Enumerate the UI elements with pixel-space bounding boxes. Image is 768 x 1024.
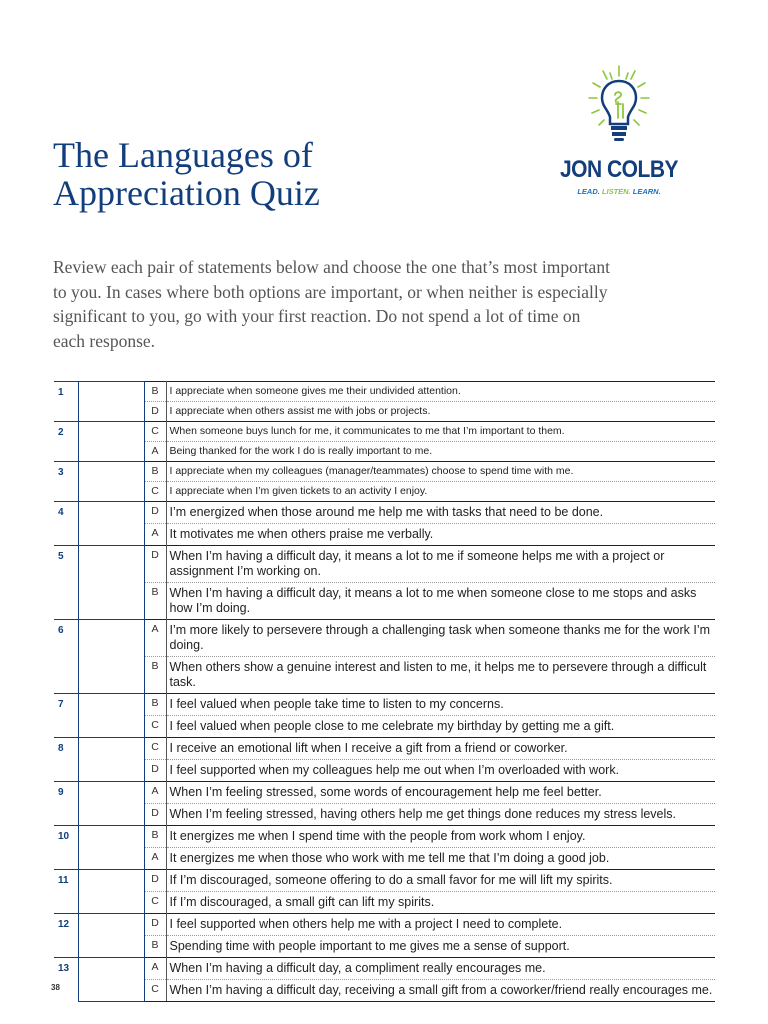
statement-text: When others show a genuine interest and listen to me, it helps me to persevere through a difficult task. (166, 657, 715, 694)
question-number: 11 (54, 870, 78, 914)
statement-text: When someone buys lunch for me, it communicates to me that I’m important to them. (166, 422, 715, 442)
statement-text: I feel supported when others help me with a project I need to complete. (166, 914, 715, 936)
option-letter: A (144, 848, 166, 870)
option-letter: C (144, 482, 166, 502)
statement-text: Being thanked for the work I do is really important to me. (166, 442, 715, 462)
question-number: 12 (54, 914, 78, 958)
option-letter: B (144, 382, 166, 402)
option-letter: B (144, 657, 166, 694)
quiz-row (54, 694, 715, 716)
quiz-row (54, 804, 715, 826)
answer-box[interactable] (78, 546, 144, 620)
question-number: 7 (54, 694, 78, 738)
statement-text: It motivates me when others praise me verbally. (166, 524, 715, 546)
quiz-row (54, 382, 715, 402)
quiz-row (54, 892, 715, 914)
lightbulb-icon (588, 64, 650, 158)
statement-text: I appreciate when others assist me with jobs or projects. (166, 402, 715, 422)
statement-text: I feel valued when people take time to listen to my concerns. (166, 694, 715, 716)
option-letter: B (144, 694, 166, 716)
statement-text: When I’m having a difficult day, receiving a small gift from a coworker/friend really encourages me. (166, 980, 715, 1002)
answer-box[interactable] (78, 958, 144, 1002)
statement-text: I feel valued when people close to me celebrate my birthday by getting me a gift. (166, 716, 715, 738)
option-letter: D (144, 546, 166, 583)
page-title (53, 136, 320, 212)
quiz-row (54, 502, 715, 524)
option-letter: A (144, 524, 166, 546)
option-letter: A (144, 442, 166, 462)
quiz-row (54, 870, 715, 892)
question-number: 1 (54, 382, 78, 422)
quiz-row (54, 482, 715, 502)
statement-text: When I’m having a difficult day, a compliment really encourages me. (166, 958, 715, 980)
question-number: 5 (54, 546, 78, 620)
quiz-row (54, 914, 715, 936)
question-number: 3 (54, 462, 78, 502)
statement-text: It energizes me when I spend time with the people from work whom I enjoy. (166, 826, 715, 848)
statement-text: When I’m having a difficult day, it means a lot to me if someone helps me with a project or assignment I’m working on. (166, 546, 715, 583)
answer-box[interactable] (78, 382, 144, 422)
statement-text: I appreciate when someone gives me their undivided attention. (166, 382, 715, 402)
quiz-row (54, 442, 715, 462)
quiz-row (54, 620, 715, 657)
statement-text: When I’m feeling stressed, some words of encouragement help me feel better. (166, 782, 715, 804)
quiz-row (54, 422, 715, 442)
statement-text: When I’m having a difficult day, it means a lot to me when someone close to me stops and asks how I’m doing. (166, 583, 715, 620)
quiz-row (54, 524, 715, 546)
logo-name: JON COLBY (559, 156, 678, 183)
option-letter: B (144, 583, 166, 620)
logo-tag-listen: LISTEN. (601, 187, 631, 196)
option-letter: D (144, 402, 166, 422)
answer-box[interactable] (78, 782, 144, 826)
question-number: 4 (54, 502, 78, 546)
intro-paragraph: Review each pair of statements below and choose the one that’s most important to you. In cases where both options are important, or when neither is especially significant to you, go with your first reaction. Do not spend a lot of time on each response. (53, 257, 610, 351)
option-letter: D (144, 502, 166, 524)
option-letter: D (144, 760, 166, 782)
quiz-row (54, 980, 715, 1002)
quiz-row (54, 716, 715, 738)
statement-text: It energizes me when those who work with me tell me that I’m doing a good job. (166, 848, 715, 870)
option-letter: A (144, 782, 166, 804)
option-letter: A (144, 958, 166, 980)
logo-tagline (552, 187, 686, 196)
statement-text: I appreciate when my colleagues (manager/teammates) choose to spend time with me. (166, 462, 715, 482)
option-letter: B (144, 826, 166, 848)
question-number: 2 (54, 422, 78, 462)
quiz-row (54, 738, 715, 760)
answer-box[interactable] (78, 826, 144, 870)
quiz-table (54, 381, 715, 1002)
option-letter: B (144, 462, 166, 482)
question-number: 10 (54, 826, 78, 870)
page-title-line-2: Appreciation Quiz (53, 173, 320, 213)
statement-text: I’m energized when those around me help me with tasks that need to be done. (166, 502, 715, 524)
statement-text: I feel supported when my colleagues help me out when I’m overloaded with work. (166, 760, 715, 782)
page-title-line-1: The Languages of (53, 135, 313, 175)
question-number: 8 (54, 738, 78, 782)
option-letter: A (144, 620, 166, 657)
option-letter: B (144, 936, 166, 958)
quiz-row (54, 848, 715, 870)
quiz-row (54, 546, 715, 583)
quiz-row (54, 958, 715, 980)
answer-box[interactable] (78, 620, 144, 694)
statement-text: I’m more likely to persevere through a challenging task when someone thanks me for the work I’m doing. (166, 620, 715, 657)
answer-box[interactable] (78, 694, 144, 738)
answer-box[interactable] (78, 462, 144, 502)
option-letter: C (144, 892, 166, 914)
answer-box[interactable] (78, 870, 144, 914)
option-letter: C (144, 738, 166, 760)
question-number: 6 (54, 620, 78, 694)
statement-text: If I’m discouraged, someone offering to do a small favor for me will lift my spirits. (166, 870, 715, 892)
statement-text: Spending time with people important to me gives me a sense of support. (166, 936, 715, 958)
jon-colby-logo (552, 64, 686, 200)
quiz-row (54, 936, 715, 958)
quiz-row (54, 583, 715, 620)
option-letter: D (144, 870, 166, 892)
logo-tag-learn: LEARN. (632, 187, 661, 196)
statement-text: I appreciate when I’m given tickets to an activity I enjoy. (166, 482, 715, 502)
question-number: 9 (54, 782, 78, 826)
option-letter: C (144, 980, 166, 1002)
logo-tag-lead: LEAD. (577, 187, 600, 196)
quiz-row (54, 782, 715, 804)
option-letter: D (144, 914, 166, 936)
statement-text: If I’m discouraged, a small gift can lift my spirits. (166, 892, 715, 914)
option-letter: C (144, 716, 166, 738)
answer-box[interactable] (78, 738, 144, 782)
question-number: 13 (54, 958, 78, 1002)
answer-box[interactable] (78, 914, 144, 958)
quiz-row (54, 402, 715, 422)
option-letter: C (144, 422, 166, 442)
page-number: 38 (51, 983, 60, 992)
statement-text: When I’m feeling stressed, having others help me get things done reduces my stress levels. (166, 804, 715, 826)
quiz-row (54, 826, 715, 848)
answer-box[interactable] (78, 502, 144, 546)
quiz-row (54, 462, 715, 482)
quiz-row (54, 657, 715, 694)
quiz-row (54, 760, 715, 782)
answer-box[interactable] (78, 422, 144, 462)
statement-text: I receive an emotional lift when I receive a gift from a friend or coworker. (166, 738, 715, 760)
option-letter: D (144, 804, 166, 826)
